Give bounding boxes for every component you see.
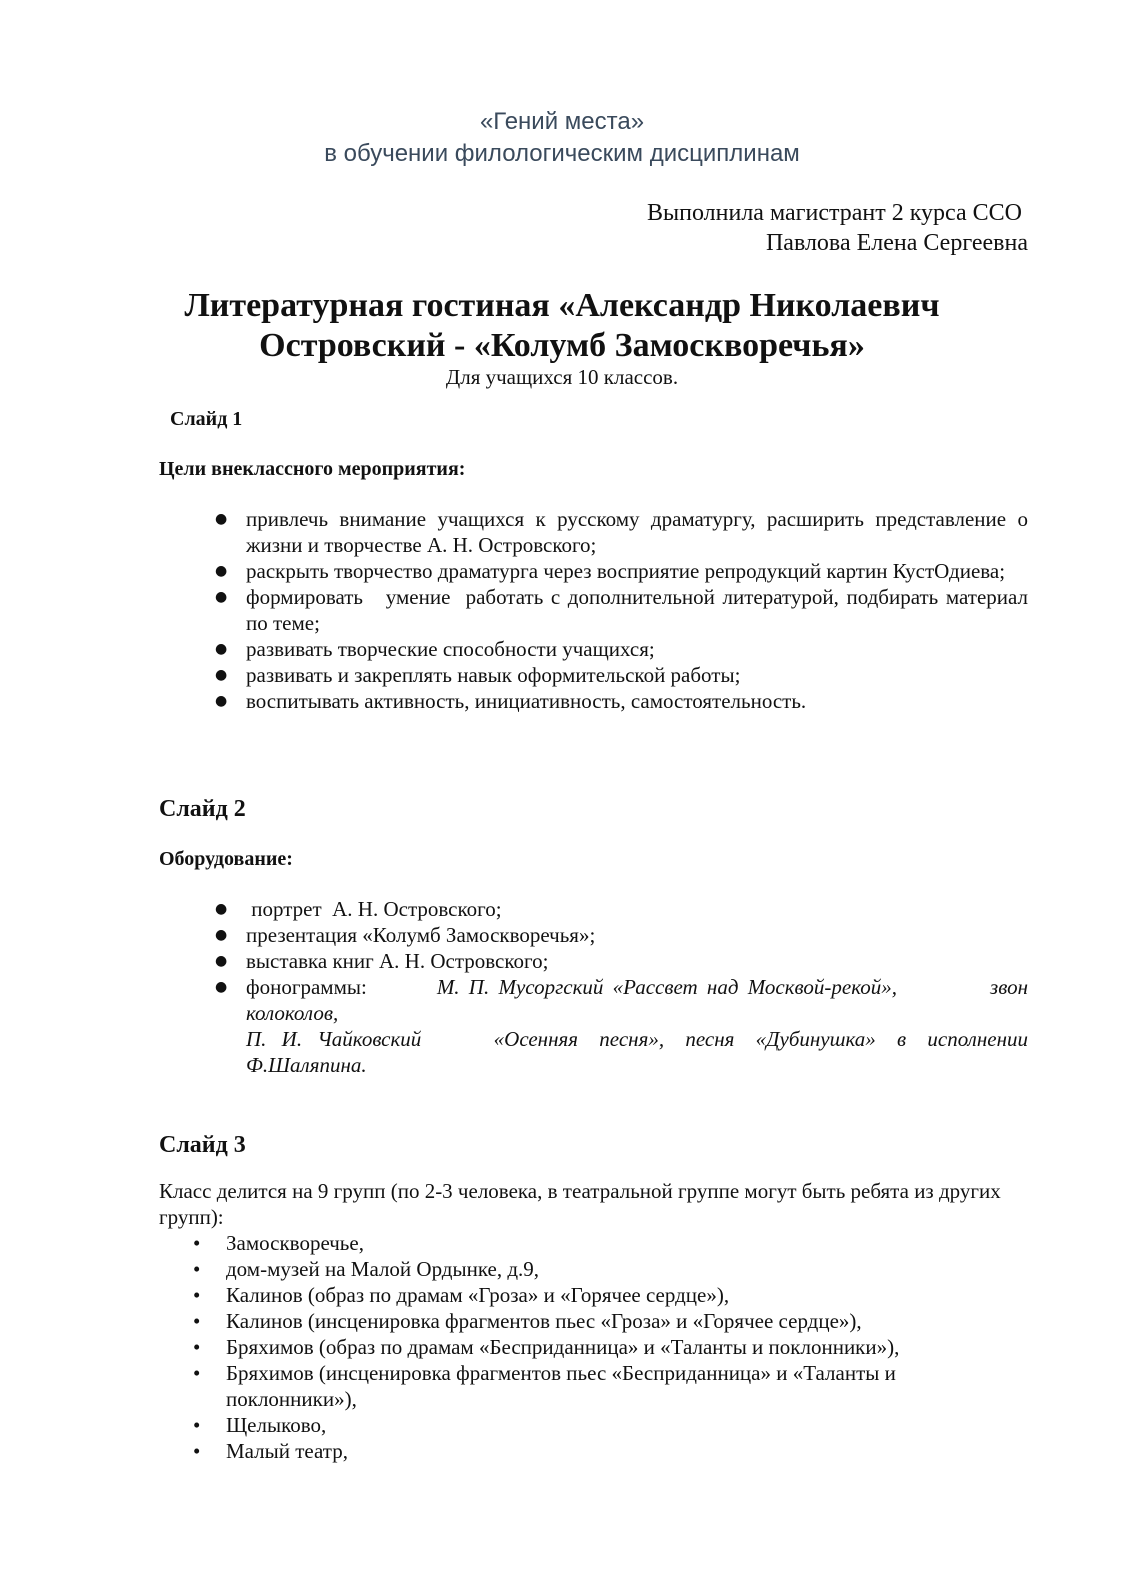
list-item: • Калинов (образ по драмам «Гроза» и «Горячее сердце»), [193, 1283, 730, 1307]
goals-list [215, 506, 1034, 714]
bullet-icon: ● [215, 927, 228, 943]
groups-list [193, 1230, 986, 1464]
bullet-icon: ● [215, 667, 228, 683]
bullet-icon: • [193, 1309, 201, 1333]
phonogram-2: «Осенняя песня», песня «Дубинушка» в исполнении [493, 1027, 1028, 1051]
list-item: ● воспитывать активность, инициативность, самостоятельность. [215, 689, 807, 713]
bullet-icon: • [193, 1335, 201, 1359]
phonogram-1-cont: колоколов, [246, 1001, 339, 1025]
list-item: • Щелыково, [193, 1413, 327, 1437]
slide2-heading: Слайд 2 [159, 796, 246, 822]
bullet-icon: ● [215, 953, 228, 969]
slide1-heading: Слайд 1 [170, 408, 243, 430]
list-item: ● выставка книг А. Н. Островского; [215, 949, 549, 973]
phonogram-1-tail: звон [990, 975, 1028, 999]
list-item: ● портрет А. Н. Островского; [215, 897, 502, 921]
bullet-icon: • [193, 1413, 201, 1437]
bullet-icon: ● [215, 979, 228, 995]
list-item: ● презентация «Колумб Замоскворечья»; [215, 923, 596, 947]
bullet-icon: ● [215, 589, 228, 605]
list-item-phonograms [215, 974, 1028, 1078]
phonogram-1: М. П. Мусоргский «Рассвет над Москвой-рекой», [436, 975, 897, 999]
equipment-heading: Оборудование: [159, 848, 293, 870]
title-line-2: Островский - «Колумб Замоскворечья» [259, 327, 865, 364]
list-item: ● развивать творческие способности учащихся; [215, 637, 655, 661]
list-item: • Калинов (инсценировка фрагментов пьес «Гроза» и «Горячее сердце»), [193, 1309, 862, 1333]
bullet-icon: ● [215, 563, 228, 579]
bullet-icon: ● [215, 693, 228, 709]
slide3-heading: Слайд 3 [159, 1132, 246, 1158]
phonogram-2-name: П. И. Чайковский [246, 1027, 422, 1051]
phonograms-label: фонограммы: [246, 975, 367, 999]
list-item: • Бряхимов (инсценировка фрагментов пьес «Бесприданница» и «Таланты и поклонники»), [193, 1361, 896, 1411]
bullet-icon: • [193, 1361, 201, 1385]
author-line-2: Павлова Елена Сергеевна [765, 230, 1028, 256]
list-item: ● развивать и закреплять навык оформительской работы; [215, 663, 741, 687]
slide3-intro: Класс делится на 9 групп (по 2-3 человека, в театральной группе могут быть ребята из других групп): [159, 1179, 1001, 1229]
bullet-icon: ● [215, 901, 228, 917]
author-line-1: Выполнила магистрант 2 курса ССО [647, 200, 1022, 226]
list-item: • Малый театр, [193, 1439, 348, 1463]
goals-heading: Цели внеклассного мероприятия: [159, 458, 466, 480]
bullet-icon: • [193, 1257, 201, 1281]
list-item: • Бряхимов (образ по драмам «Бесприданница» и «Таланты и поклонники»), [193, 1335, 900, 1359]
audience-line: Для учащихся 10 классов. [445, 365, 679, 389]
bullet-icon: • [193, 1439, 201, 1463]
list-item: ● формировать умение работать с дополнительной литературой, подбирать материал по теме; [215, 585, 1034, 635]
list-item: • Замоскворечье, [193, 1231, 364, 1255]
bullet-icon: • [193, 1231, 201, 1255]
equipment-list [215, 896, 1028, 1078]
header-line-1: «Гений места» [479, 108, 645, 135]
list-item: • дом-музей на Малой Ордынке, д.9, [193, 1257, 540, 1281]
bullet-icon: ● [215, 511, 228, 527]
header-line-2: в обучении филологическим дисциплинам [324, 140, 800, 167]
list-item: ● привлечь внимание учащихся к русскому драматургу, расширить представление о жизни и творчестве А. Н. Островского; [215, 507, 1028, 557]
phonogram-2-cont: Ф.Шаляпина. [246, 1053, 367, 1077]
title-line-1: Литературная гостиная «Александр Николаевич [184, 287, 940, 324]
bullet-icon: ● [215, 641, 228, 657]
bullet-icon: • [193, 1283, 201, 1307]
list-item: ● раскрыть творчество драматурга через восприятие репродукций картин КустОдиева; [215, 559, 1006, 583]
